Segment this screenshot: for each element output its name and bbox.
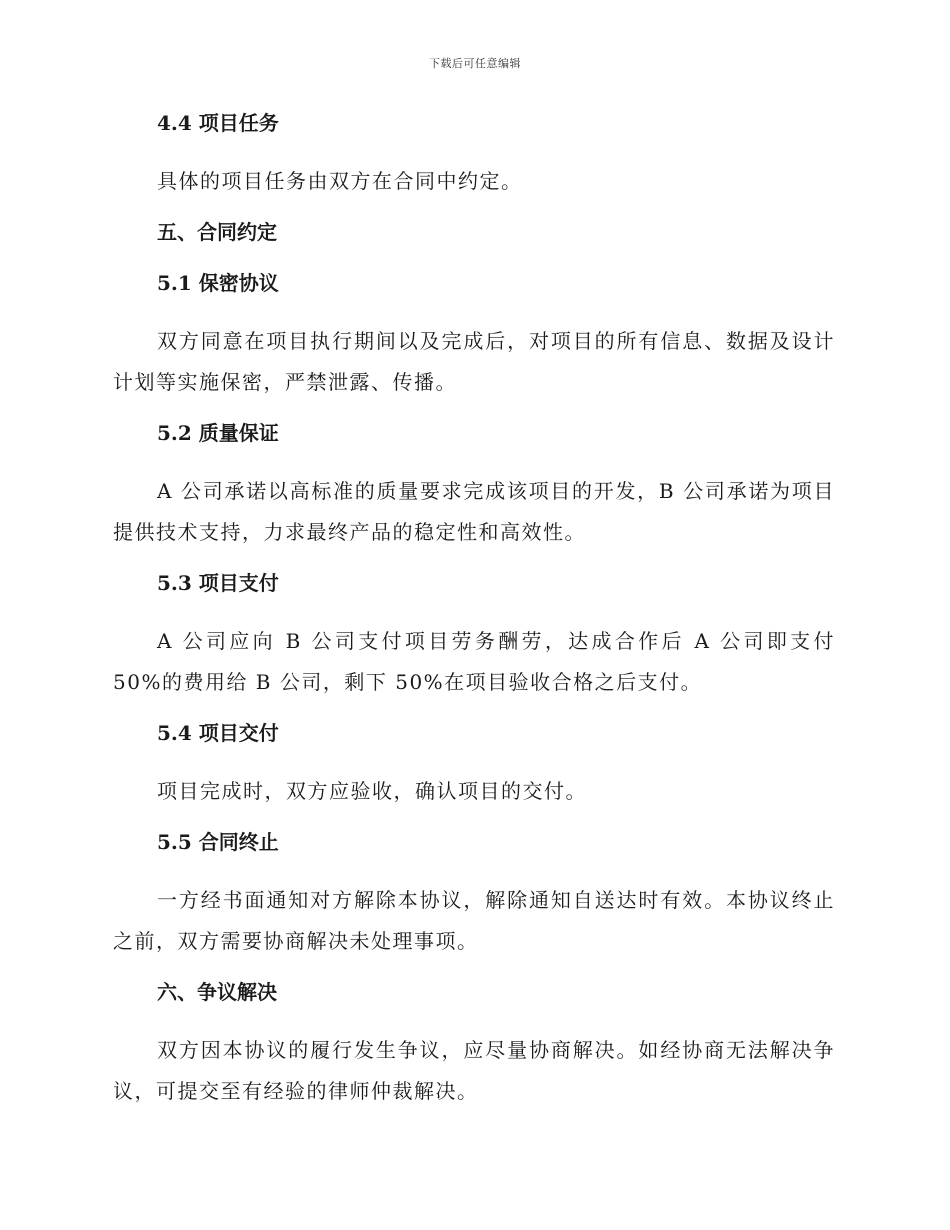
section-heading-5-4: 5.4 项目交付 xyxy=(157,721,279,745)
section-heading-5-2: 5.2 质量保证 xyxy=(157,421,279,445)
section-heading-5-5: 5.5 合同终止 xyxy=(157,830,279,854)
section-body-5-5: 一方经书面通知对方解除本协议，解除通知自送达时有效。本协议终止之前，双方需要协商解决未处理事项。 xyxy=(113,888,835,953)
section-body-5-1: 双方同意在项目执行期间以及完成后，对项目的所有信息、数据及设计计划等实施保密，严禁泄露、传播。 xyxy=(113,329,835,394)
section-body-5-4: 项目完成时，双方应验收，确认项目的交付。 xyxy=(157,779,587,803)
section-body-6: 双方因本协议的履行发生争议，应尽量协商解决。如经协商无法解决争议，可提交至有经验的律师仲裁解决。 xyxy=(113,1038,835,1103)
section-heading-4-4: 4.4 项目任务 xyxy=(157,111,279,135)
section-heading-6: 六、争议解决 xyxy=(157,980,277,1004)
document-body xyxy=(113,110,835,1112)
section-heading-5: 五、合同约定 xyxy=(157,220,277,244)
section-body-5-2: A 公司承诺以高标准的质量要求完成该项目的开发，B 公司承诺为项目提供技术支持，力求最终产品的稳定性和高效性。 xyxy=(113,479,835,544)
header-note: 下载后可任意编辑 xyxy=(429,57,521,70)
section-heading-5-3: 5.3 项目支付 xyxy=(157,571,279,595)
section-body-4-4: 具体的项目任务由双方在合同中约定。 xyxy=(157,169,523,193)
section-body-5-3: A 公司应向 B 公司支付项目劳务酬劳，达成合作后 A 公司即支付 50%的费用给 B 公司，剩下 50%在项目验收合格之后支付。 xyxy=(113,629,835,694)
section-heading-5-1: 5.1 保密协议 xyxy=(157,271,279,295)
